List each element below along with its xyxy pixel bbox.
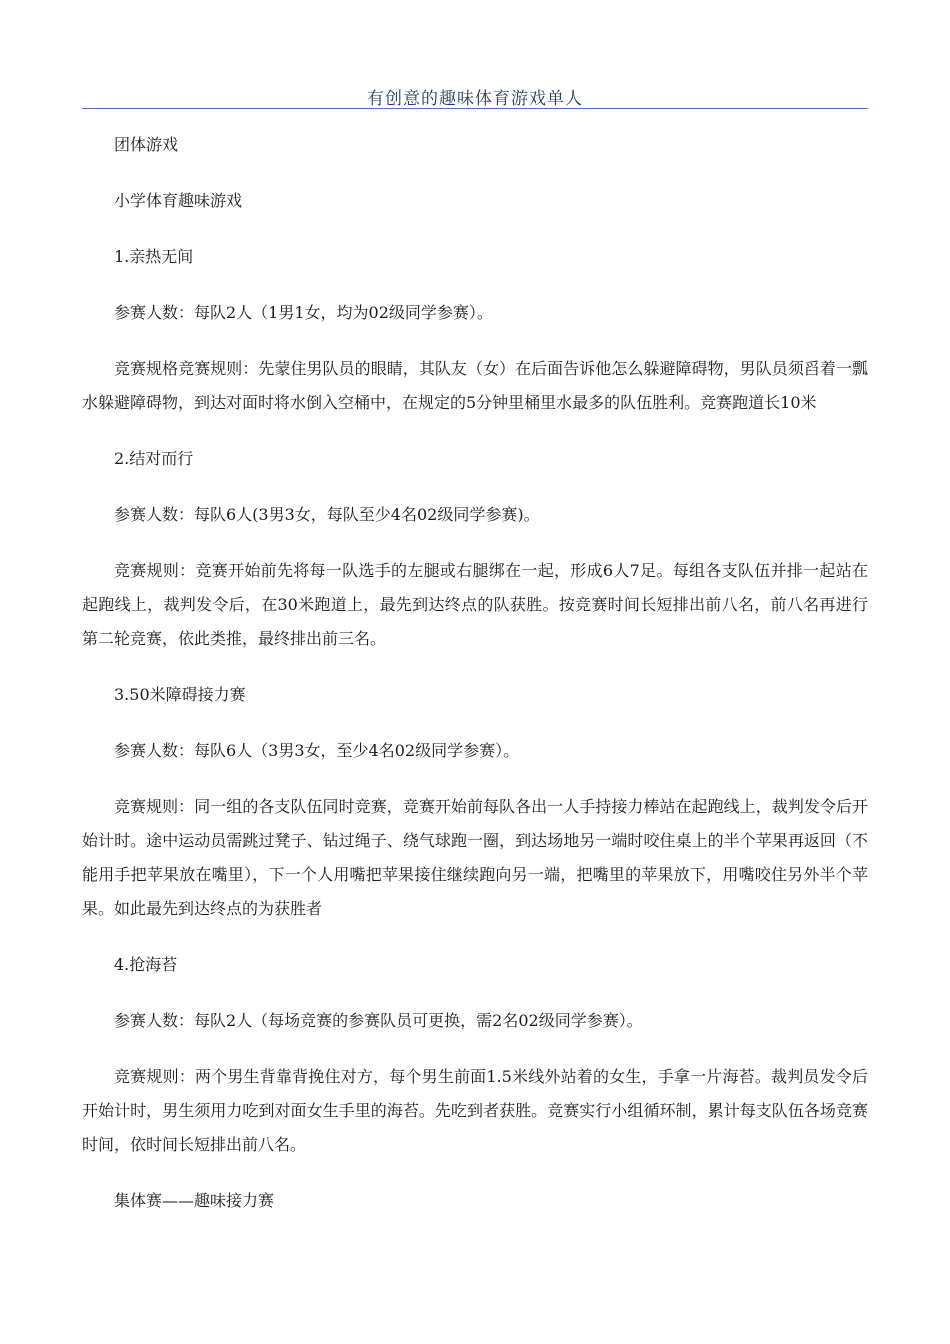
paragraph-game-3-rules: 竞赛规则：同一组的各支队伍同时竞赛，竞赛开始前每队各出一人手持接力棒站在起跑线上，裁判发令后开始计时。途中运动员需跳过凳子、钻过绳子、绕气球跑一圈，到达场地另一端时咬住桌上的半个苹果再返回（不能用手把苹果放在嘴里），下一个人用嘴把苹果接住继续跑向另一端，把嘴里的苹果放下，用嘴咬住另外半个苹果。如此最先到达终点的为获胜者 [82,797,868,918]
paragraph-game-2-rules: 竞赛规则：竞赛开始前先将每一队选手的左腿或右腿绑在一起，形成6人7足。每组各支队伍并排一起站在起跑线上，裁判发令后，在30米跑道上，最先到达终点的队获胜。按竞赛时间长短排出前八名，前八名再进行第二轮竞赛，依此类推，最终排出前三名。 [82,561,868,648]
paragraph-subheading: 小学体育趣味游戏 [114,191,243,210]
paragraph-section-heading: 团体游戏 [114,135,179,154]
paragraph-game-4-participants: 参赛人数：每队2人（每场竞赛的参赛队员可更换，需2名02级同学参赛）。 [114,1011,643,1030]
paragraph-game-2-title: 2.结对而行 [114,449,194,468]
page-title: 有创意的趣味体育游戏单人 [367,89,583,109]
paragraph-game-4-title: 4.抢海苔 [114,955,178,974]
paragraph-group-relay-title: 集体赛——趣味接力赛 [114,1191,275,1210]
document-body [82,128,868,1240]
header-divider [82,108,868,109]
paragraph-game-3-title: 3.50米障碍接力赛 [114,685,246,704]
paragraph-game-2-participants: 参赛人数：每队6人(3男3女，每队至少4名02级同学参赛)。 [114,505,540,524]
paragraph-game-1-title: 1.亲热无间 [114,247,194,266]
paragraph-game-1-rules: 竞赛规格竞赛规则：先蒙住男队员的眼睛，其队友（女）在后面告诉他怎么躲避障碍物，男队员须舀着一瓢水躲避障碍物，到达对面时将水倒入空桶中，在规定的5分钟里桶里水最多的队伍胜利。竞赛跑道长10米 [82,359,868,412]
paragraph-game-4-rules: 竞赛规则：两个男生背靠背挽住对方，每个男生前面1.5米线外站着的女生，手拿一片海苔。裁判员发令后开始计时，男生须用力吃到对面女生手里的海苔。先吃到者获胜。竞赛实行小组循环制，累计每支队伍各场竞赛时间，依时间长短排出前八名。 [82,1067,868,1154]
paragraph-game-1-participants: 参赛人数：每队2人（1男1女，均为02级同学参赛）。 [114,303,493,322]
paragraph-game-3-participants: 参赛人数：每队6人（3男3女，至少4名02级同学参赛）。 [114,741,520,760]
